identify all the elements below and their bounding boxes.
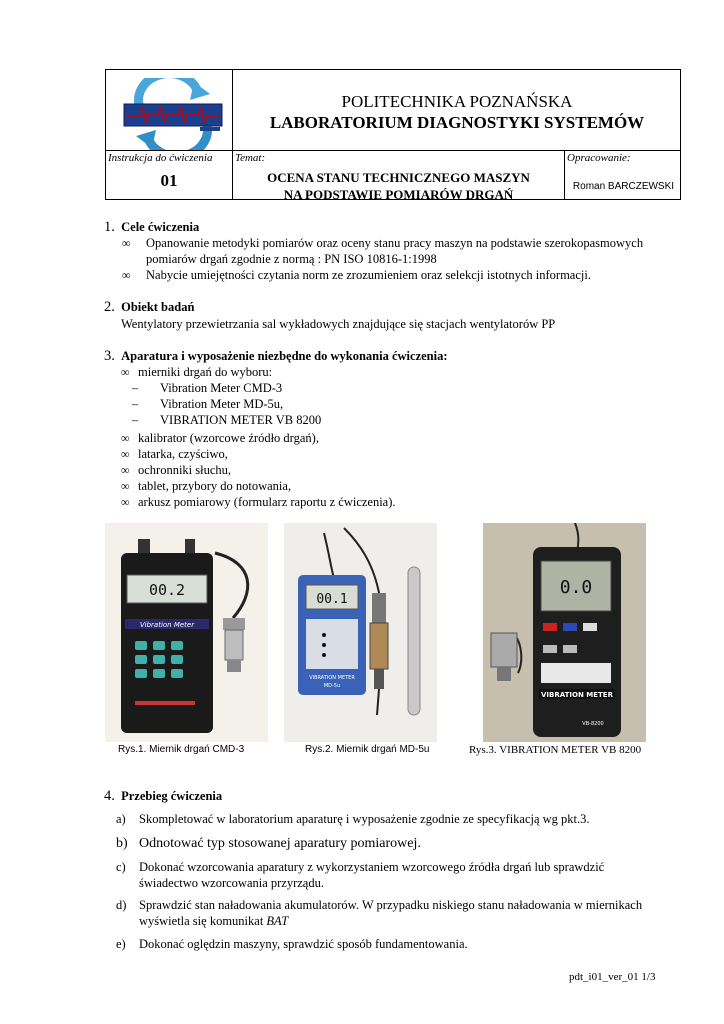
meter-3: VIBRATION METER VB 8200 <box>160 413 322 427</box>
goal-1-line2: pomiarów drgań zgodnie z normą : PN ISO 10816-1:1998 <box>146 252 437 266</box>
laboratory-logo <box>118 78 228 150</box>
exercise-number: 01 <box>160 171 178 190</box>
laboratory-name: LABORATORIUM DIAGNOSTYKI SYSTEMÓW <box>269 113 645 132</box>
step-b-label: b) <box>116 836 128 851</box>
equipment-item-4: ochronniki słuchu, <box>138 463 232 477</box>
equipment-meters: mierniki drgań do wyboru: <box>138 365 273 379</box>
step-b: Odnotować typ stosowanej aparatury pomiarowej. <box>139 836 421 851</box>
bat-message: BAT <box>266 914 289 928</box>
section-2-heading: 2. Obiekt badań <box>104 299 195 315</box>
step-e: Dokonać oględzin maszyny, sprawdzić sposób fundamentowania. <box>139 937 468 951</box>
goal-2: Nabycie umiejętności czytania norm ze zrozumieniem oraz selekcji istotnych informacji. <box>146 268 591 282</box>
topic-label: Temat: <box>235 152 266 164</box>
step-d-line1: Sprawdzić stan naładowania akumulatorów. W przypadku niskiego stanu naładowania w miernikach <box>139 898 643 912</box>
dash-icon: – <box>132 413 139 427</box>
bullet-icon: ∞ <box>121 431 130 445</box>
equipment-item-6: arkusz pomiarowy (formularz raportu z ćwiczenia). <box>138 495 396 509</box>
step-d-label: d) <box>116 898 127 912</box>
step-a-label: a) <box>116 812 126 826</box>
device-model: MD-5u <box>323 683 341 689</box>
university-name: POLITECHNIKA POZNAŃSKA <box>341 92 573 111</box>
bullet-icon: ∞ <box>121 463 130 477</box>
caption-photo-1: Rys.1. Miernik drgań CMD-3 <box>118 744 245 755</box>
goal-1-line1: Opanowanie metodyki pomiarów oraz oceny stanu pracy maszyn na podstawie szerokopasmowych <box>146 236 644 250</box>
dash-icon: – <box>132 397 139 411</box>
display-value: 0.0 <box>559 577 593 598</box>
bullet-icon: ∞ <box>122 268 131 282</box>
photo-vb8200 <box>483 523 646 742</box>
bullet-icon: ∞ <box>121 479 130 493</box>
equipment-item-5: tablet, przybory do notowania, <box>138 479 292 493</box>
equipment-item-2: kalibrator (wzorcowe źródło drgań), <box>138 431 319 445</box>
bullet-icon: ∞ <box>121 495 130 509</box>
instruction-label: Instrukcja do ćwiczenia <box>108 152 213 164</box>
section-4-heading: 4. Przebieg ćwiczenia <box>104 788 223 804</box>
dash-icon: – <box>132 381 139 395</box>
step-c-line2: świadectwo wzorcowania przyrządu. <box>139 876 324 890</box>
device-brand: VIBRATION METER <box>309 675 355 681</box>
section-1-heading: 1. Cele ćwiczenia <box>104 219 200 235</box>
device-model: VB-8200 <box>582 721 604 727</box>
meter-1: Vibration Meter CMD-3 <box>160 381 283 395</box>
bullet-icon: ∞ <box>121 365 130 379</box>
step-c-line1: Dokonać wzorcowania aparatury z wykorzystaniem wzorcowego źródła drgań lub sprawdzić <box>139 860 605 874</box>
caption-photo-3: Rys.3. VIBRATION METER VB 8200 <box>469 744 642 756</box>
meter-2: Vibration Meter MD-5u, <box>160 397 284 411</box>
display-value: 00.2 <box>148 581 186 599</box>
author-name: Roman BARCZEWSKI <box>572 181 675 192</box>
bullet-icon: ∞ <box>121 447 130 461</box>
display-value: 00.1 <box>316 592 348 607</box>
prepared-label: Opracowanie: <box>567 152 631 164</box>
step-d-line2: wyświetla się komunikat BAT <box>139 914 289 928</box>
step-a: Skompletować w laboratorium aparaturę i wyposażenie zgodnie ze specyfikacją wg pkt.3. <box>139 812 590 826</box>
header-table <box>105 69 681 200</box>
object-description: Wentylatory przewietrzania sal wykładowych znajdujące się stacjach wentylatorów PP <box>121 317 556 331</box>
photo-md5u <box>284 523 437 742</box>
photo-cmd3 <box>105 523 268 742</box>
caption-photo-2: Rys.2. Miernik drgań MD-5u <box>305 744 430 755</box>
section-3-heading: 3. Aparatura i wyposażenie niezbędne do wykonania ćwiczenia: <box>104 348 448 364</box>
equipment-item-3: latarka, czyściwo, <box>138 447 228 461</box>
page-footer: pdt_i01_ver_01 1/3 <box>569 971 656 983</box>
topic-title: OCENA STANU TECHNICZNEGO MASZYN NA PODSTAWIE POMIARÓW DRGAŃ <box>267 170 530 202</box>
step-c-label: c) <box>116 860 126 874</box>
device-brand: Vibration Meter <box>139 621 195 629</box>
bullet-icon: ∞ <box>122 236 131 250</box>
device-brand: VIBRATION METER <box>541 691 613 699</box>
step-e-label: e) <box>116 937 126 951</box>
